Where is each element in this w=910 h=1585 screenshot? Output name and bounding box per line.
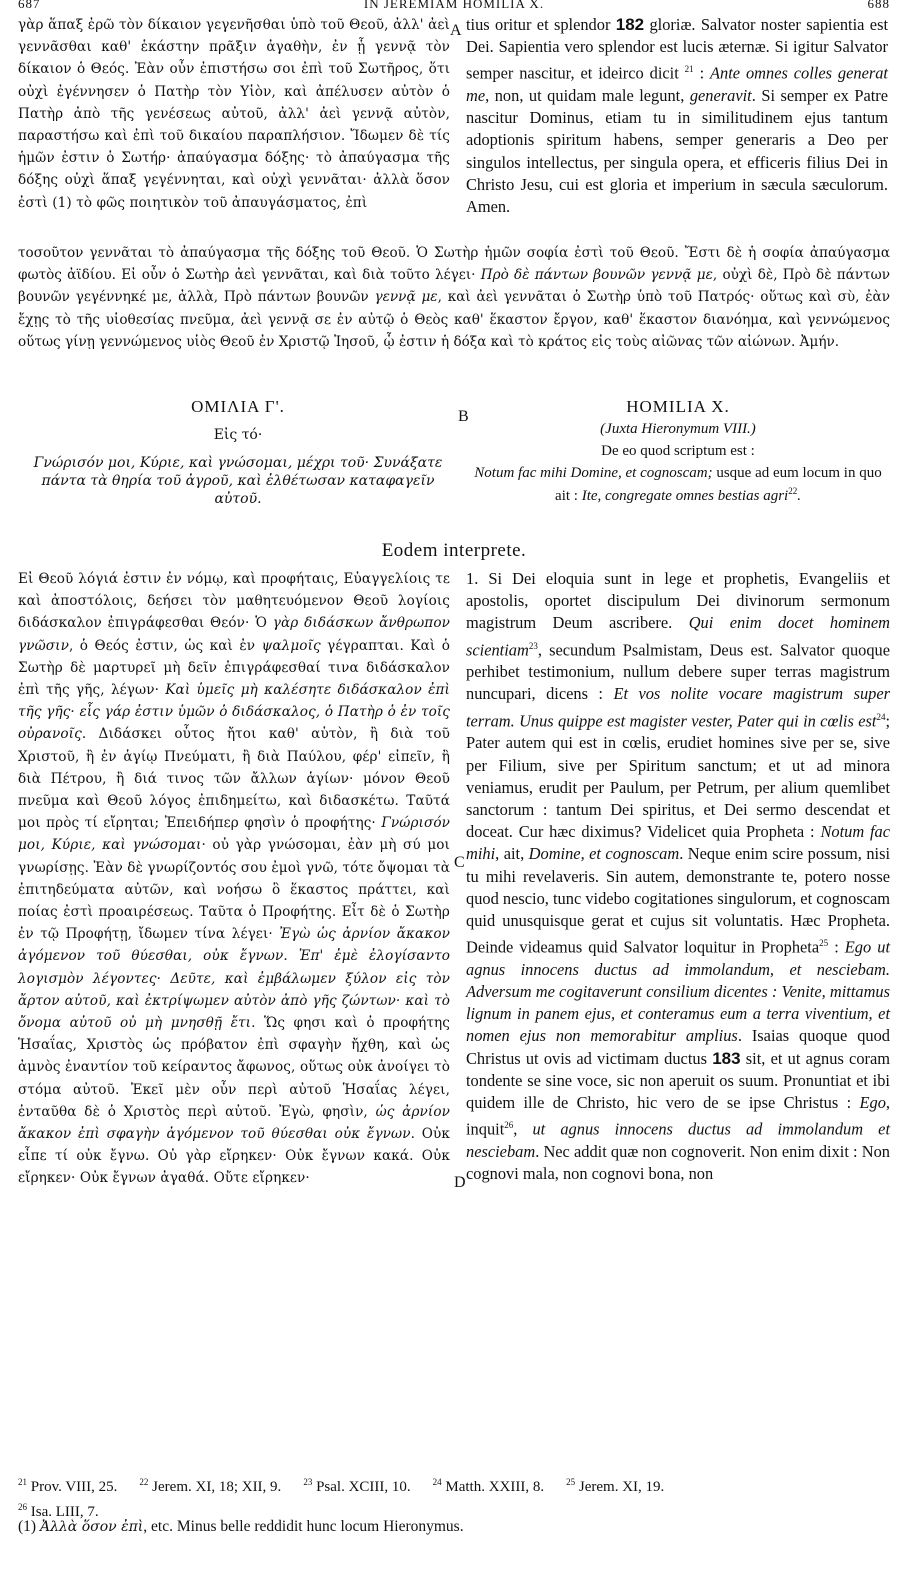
- running-head: [18, 0, 890, 14]
- quote-run: γὰρ διδάσκων ἄνθρωπον γνῶσιν: [18, 615, 450, 654]
- text-run: :: [828, 937, 845, 957]
- latin-text: .: [797, 488, 801, 504]
- footnote: [433, 1479, 544, 1495]
- footnote-reference: Prov. VIII, 25.: [27, 1479, 118, 1495]
- footnotes: [18, 1472, 890, 1522]
- footnote-line-1: [18, 1472, 890, 1497]
- text-run: . Διδάσκει οὗτος ἤτοι καθ' αὑτὸν, ἢ διὰ τοῦ Χριστοῦ, ἢ ἐν ἁγίῳ Πνεύματι, ἢ διὰ Παύλου, φέρ' εἰπεῖν, ἢ διὰ Πέτρου, ἢ διά τινος τῶν ἄλλων ἁγίων· μόνον Θεοῦ πνεῦμα καὶ Θεοῦ λόγος ἐπιδημείτω, καὶ διδασκέτω. Ταῦτά μοι πρὸς τί εἴρηται; Ἐπειδήπερ φησὶν ὁ προφήτης·: [18, 726, 450, 832]
- latin-text: gloriæ. Salvator noster sapientia est Dei. Sapientia vero splendor est lucis æternæ. Si igitur Salvator semper nascitur, et ideirco dicit: [466, 15, 888, 83]
- footnote-reference: Matth. XXIII, 8.: [441, 1479, 545, 1495]
- text-run: . Neque enim scire possum, nisi tu mihi revelaveris. Sin autem, demonstrante te, potero nosse quod nescio, tunc videbo cogitationes singulorum, et cognoscam quid unusquisque gerat et cujus sit voluntatis. Hæc Propheta. Deinde videamus quid Salvator loquitur in Propheta: [466, 844, 891, 957]
- quote-run: Ego: [859, 1093, 886, 1113]
- text-run: , ait,: [495, 844, 529, 864]
- greek-continuation-text: γὰρ ἅπαξ ἐρῶ τὸν δίκαιον γεγενῆσθαι ὑπὸ τοῦ Θεοῦ, ἀλλ' ἀεὶ γεννᾶσθαι καθ' ἑκάστην πρᾶξιν ἀγαθὴν, ἐν ᾗ γεννᾷ τὸν δίκαιον ὁ Θεός. Ἐὰν οὖν ἐπιστήσω σοι ἐπὶ τοῦ Σωτῆρος, ὅτι οὐχὶ ἐγέννησεν ὁ Πατὴρ τὸν Υἱὸν, καὶ ἀπέλυσεν αὐτὸν ὁ Πατὴρ ἀπὸ τῆς γενέσεως αὐτοῦ, ἀλλ' ἀεὶ γεννᾷ αὐτὸν, παραστήσω καὶ ἐπὶ τοῦ δικαίου παραπλήσιον. Ἴδωμεν δὲ τίς ἡμῶν ἐστιν ὁ Σωτήρ· ἀπαύγασμα δόξης· τὸ ἀπαύγασμα τῆς δόξης οὐχὶ ἅπαξ γεγέννηται, καὶ οὐχὶ γεννᾶται· ἀλλὰ ὅσον ἐστὶ (1) τὸ φῶς ποιητικὸν τοῦ ἀπαυγάσματος, ἐπὶ: [18, 17, 450, 211]
- page-marker-182: 182: [615, 15, 645, 34]
- greek-main-column: [18, 568, 450, 1190]
- footnote-ref: 23: [528, 640, 538, 651]
- footnote-ref: 24: [876, 711, 886, 722]
- text-run: 1. Si Dei eloquia sunt in lege et prophetis, Evangeliis et apostolis, oportet discipulum Dei divinorum sermonum magistrum Deum ascribere.: [466, 569, 890, 633]
- paragraph: [18, 568, 450, 1190]
- latin-text: usque ad eum locum in quo ait :: [555, 465, 882, 504]
- text-run: . Ὥς φησι καὶ ὁ προφήτης Ἡσαΐας, Χριστὸς ὡς πρόβατον ἐπὶ σφαγὴν ἤχθη, καὶ ὡς ἀμνὸς ἐναντίον τοῦ κείραντος ἄφωνος, οὕτως οὐκ ἀνοίγει τὸ στόμα αὐτοῦ. Ἐκεῖ μὲν οὖν περὶ αὐτοῦ Ἡσαΐας λέγει, ἐνταῦθα δὲ ὁ Χριστὸς περὶ αὐτοῦ. Ἐγὼ, φησὶν,: [18, 1015, 451, 1120]
- homily-title-greek: ΟΜΙΛΙΑ Γ'.: [191, 397, 285, 416]
- text-run: . Nec addit quæ non cognoverit. Non enim dixit : Non cognovi mala, non cognovi bona, non: [466, 1141, 890, 1184]
- footnote-number: 23: [303, 1477, 313, 1487]
- footnote: [18, 1479, 117, 1495]
- footnote-reference: Jerem. XI, 19.: [575, 1479, 665, 1495]
- latin-text: . Si semper ex Patre nascitur Dominus, etiam tu in similitudinem ejus tantum adoptionis spiritum habens, semper generaris a Deo per singulos intellectus, per singula opera, et efficeris filius Dei in Christo Jesu, cui est gloria et imperium in sæcula sæculorum. Amen.: [466, 86, 889, 217]
- homily-header-greek: [18, 396, 458, 508]
- text-run: sit, et ut agnus coram tondente se sine voce, sic non aperuit os suum. Pronuntiat et ibi quidem ille de Christo, hic vero de se ipse Christus :: [466, 1048, 890, 1113]
- greek-continuation: [18, 14, 450, 214]
- latin-quote: Ante omnes colles generat me: [466, 63, 888, 106]
- footnote-ref: 26: [504, 1120, 514, 1131]
- margin-marker-a: A: [450, 22, 462, 39]
- latin-text: :: [693, 63, 711, 83]
- latin-text: tius oritur et splendor: [466, 15, 616, 34]
- quote-run: Καὶ ὑμεῖς μὴ καλέσητε διδάσκαλον ἐπὶ τῆς γῆς· εἷς γάρ ἐστιν ὑμῶν ὁ διδάσκαλος, ὁ Πατὴρ ὁ ἐν τοῖς οὐρανοῖς: [18, 682, 450, 743]
- footnote-number: 26: [18, 1502, 27, 1512]
- greek-quote: γεννᾷ με: [374, 289, 438, 306]
- quote-run: Ego ut agnus innocens ductus ad immolandum, et nesciebam. Adversum me cogitaverunt consilium dicentes : Venite, mittamus lignum in panem ejus, et conteramus eum a terra viventium, et nomen ejus non memorabitur amplius: [466, 937, 890, 1046]
- quote-run: ὡς ἀρνίον ἄκακον ἐπὶ σφαγὴν ἀγόμενον τοῦ θύεσθαι οὐκ ἔγνων: [18, 1103, 450, 1143]
- footnote-number: 21: [18, 1477, 27, 1487]
- quote-run: Ἐγὼ ὡς ἀρνίον ἄκακον ἀγόμενον τοῦ θύεσθαι, οὐκ ἔγνων. Ἐπ' ἐμὲ ἐλογίσαντο λογισμὸν λέγοντες· Δεῦτε, καὶ ἐμβάλωμεν ξύλον εἰς τὸν ἄρτον αὐτοῦ, καὶ ἐκτρίψωμεν αὐτὸν ἀπὸ γῆς ζώντων· καὶ τὸ ὄνομα αὐτοῦ οὐ μὴ μνησθῇ ἔτι: [18, 926, 450, 1032]
- footnote-ref: 25: [819, 938, 829, 949]
- greek-text: , οὐχὶ δὲ, Πρὸ δὲ πάντων βουνῶν γεγέννηκέ με, ἀλλὰ, Πρὸ πάντων βουνῶν: [18, 267, 890, 306]
- homily-sub-greek: Εἰς τό·: [213, 427, 263, 443]
- footnote-number: 24: [432, 1477, 442, 1487]
- text-run: ; Pater autem qui est in cœlis, erudiet homines sive per se, sive per Filium, sive per Spiritum sanctum; et ut ad minora veniamus, erudit per Paulum, per Petrum, per alium quemlibet sanctorum : tantum Dei spiritus, et Dei sermo descendat et doceat. Cur hæc diximus? Videlicet quia Propheta :: [466, 711, 890, 842]
- footnote-ref: 22: [788, 486, 798, 496]
- margin-marker-b: B: [458, 408, 469, 425]
- footnote: [139, 1479, 281, 1495]
- page-number-left: 687: [18, 0, 41, 11]
- quote-run: ut agnus innocens ductus ad immolandum et nesciebam: [466, 1119, 890, 1161]
- text-run: ,: [513, 1119, 533, 1139]
- homily-incipit-latin: [466, 464, 890, 505]
- page-number-right: 688: [867, 0, 890, 11]
- footnote-number: 25: [566, 1477, 576, 1487]
- homily-incipit-greek: Γνώρισόν μοι, Κύριε, καὶ γνώσομαι, μέχρι τοῦ· Συνάξατε πάντα τὰ θηρία τοῦ ἀγροῦ, καὶ ἐλθέτωσαν καταφαγεῖν αὐτοῦ.: [33, 455, 443, 507]
- greek-text: τοσοῦτον γεννᾶται τὸ ἀπαύγασμα τῆς δόξης τοῦ Θεοῦ. Ὁ Σωτὴρ ἡμῶν σοφία ἐστὶ τοῦ Θεοῦ. Ἔστι δὲ ἡ σοφία ἀπαύγασμα φωτὸς ἀϊδίου. Εἰ οὖν ὁ Σωτὴρ ἀεὶ γεννᾶται, καὶ διὰ τοῦτο λέγει·: [18, 245, 890, 284]
- footnote-reference: Jerem. XI, 18; XII, 9.: [148, 1479, 282, 1495]
- footnote: [566, 1479, 664, 1495]
- margin-marker-c: C: [454, 854, 465, 871]
- greek-text: , καὶ ἀεὶ γεννᾶται ὁ Σωτὴρ ὑπὸ τοῦ Πατρός· οὕτως καὶ σὺ, ἐὰν ἔχῃς τὸ τῆς υἱοθεσίας πνεῦμα, ἀεὶ γεννᾷ σε ἐν αὐτῷ ὁ Θεὸς καθ' ἕκαστον ἔργον, καθ' ἕκαστον διανόημα, καὶ γεννώμενος οὕτως γίνῃ γεννώμενος υἱὸς Θεοῦ ἐν Χριστῷ Ἰησοῦ, ᾧ ἐστιν ἡ δόξα καὶ τὸ κράτος εἰς τοὺς αἰῶνας τῶν αἰώνων. Ἀμήν.: [18, 289, 890, 350]
- latin-quote: Notum fac mihi Domine, et cognoscam;: [474, 465, 713, 481]
- latin-quote: generavit: [689, 86, 752, 106]
- margin-marker-d: D: [454, 1174, 466, 1191]
- homily-title-latin: HOMILIA X.: [626, 397, 730, 416]
- page: [18, 0, 890, 1585]
- paragraph: [466, 568, 890, 1185]
- text-run: , secundum Psalmistam, Deus est. Salvator quoque perhibet testimonium, nullum debere super terras magistrum nuncupari, dicens :: [466, 640, 890, 704]
- latin-continuation-text: [466, 14, 888, 218]
- quote-run: Qui enim docet hominem scientiam: [466, 613, 890, 660]
- editor-note-text: , etc. Minus belle reddidit hunc locum Hieronymus.: [143, 1518, 464, 1535]
- latin-quote: Ite, congregate omnes bestias agri: [581, 488, 789, 504]
- footnote-reference: Psal. XCIII, 10.: [312, 1479, 411, 1495]
- interpreter-heading: Eodem interprete.: [381, 540, 527, 561]
- text-run: γέγραπται. Καὶ ὁ Σωτὴρ δὲ μαρτυρεῖ μὴ δεῖν ἐπιγράφεσθαί τινα διδάσκαλον ἐπὶ τῆς γῆς, λέγων·: [18, 637, 451, 699]
- homily-header-latin: [466, 396, 890, 505]
- footnote-number: 22: [139, 1477, 149, 1487]
- text-run: · οὐ γὰρ γνώσομαι, ἐὰν μὴ σύ μοι γνωρίσῃς. Ἐὰν δὲ γνωρίζοντός σου ἐμοὶ γνῶ, τότε ὄψομαι τὰ ἐπιτηδεύματα αὐτῶν, καὶ νοήσω ὃ ἕκαστος πράττει, καὶ ποίας ἐστὶ προαιρέσεως. Ταῦτα ὁ Προφήτης. Εἶτ δὲ ὁ Σωτὴρ ἐν τῷ Προφήτῃ, ἴδωμεν τίνα λέγει·: [18, 837, 450, 943]
- page-marker: 183: [712, 1048, 741, 1068]
- running-title: IN JEREMIAM HOMILIA X.: [363, 0, 545, 11]
- text-run: Εἰ Θεοῦ λόγιά ἐστιν ἐν νόμῳ, καὶ προφήταις, Εὐαγγελίοις τε καὶ ἀποστόλοις, δεήσει τὸν μαθητευόμενον Θεοῦ λογίοις διδάσκαλον ἐπιγράφεσθαι Θεόν· Ὁ: [18, 571, 450, 632]
- greek-full-width-paragraph: [18, 242, 890, 353]
- quote-run: Γνώρισόν μοι, Κύριε, καὶ γνώσομαι: [18, 815, 450, 854]
- quote-run: Notum fac mihi: [466, 822, 891, 864]
- text-run: . Οὐκ εἶπε τί οὐκ ἔγνω. Οὐ γὰρ εἴρηκεν· Οὐκ ἔγνων κακά. Οὐκ εἴρηκεν· Οὐκ ἔγνων ἀγαθά. Οὔτε εἴρηκεν·: [18, 1126, 450, 1187]
- latin-text: , non, ut quidam male legunt,: [485, 86, 690, 106]
- quote-run: Et vos nolite vocare magistrum super terram. Unus quippe est magister vester, Pater qui in cœlis est: [466, 684, 890, 731]
- latin-main-column: [466, 568, 890, 1185]
- editor-note-mark: (1): [18, 1518, 37, 1535]
- footnote-reference: Isa. LIII, 7.: [27, 1504, 99, 1520]
- homily-sub-latin: (Juxta Hieronymum VIII.): [600, 421, 756, 437]
- greek-quote: Πρὸ δὲ πάντων βουνῶν γεννᾷ με: [480, 267, 713, 284]
- text-run: . Isaias quoque quod Christus ut ovis ad victimam ductus: [466, 1026, 890, 1068]
- homily-line3-latin: De eo quod scriptum est :: [601, 443, 755, 459]
- latin-continuation: [466, 14, 888, 218]
- quote-run: Domine, et cognoscam: [528, 844, 680, 864]
- text-run: , ὁ Θεός ἐστιν, ὡς καὶ ἐν: [68, 637, 262, 654]
- footnote-ref: 21: [684, 64, 694, 75]
- footnote: [303, 1479, 410, 1495]
- quote-run: ψαλμοῖς: [261, 637, 321, 654]
- editor-note-greek: Ἀλλὰ ὅσον ἐπὶ: [39, 1519, 144, 1535]
- editor-note: [18, 1518, 890, 1536]
- text-run: , inquit: [466, 1093, 890, 1139]
